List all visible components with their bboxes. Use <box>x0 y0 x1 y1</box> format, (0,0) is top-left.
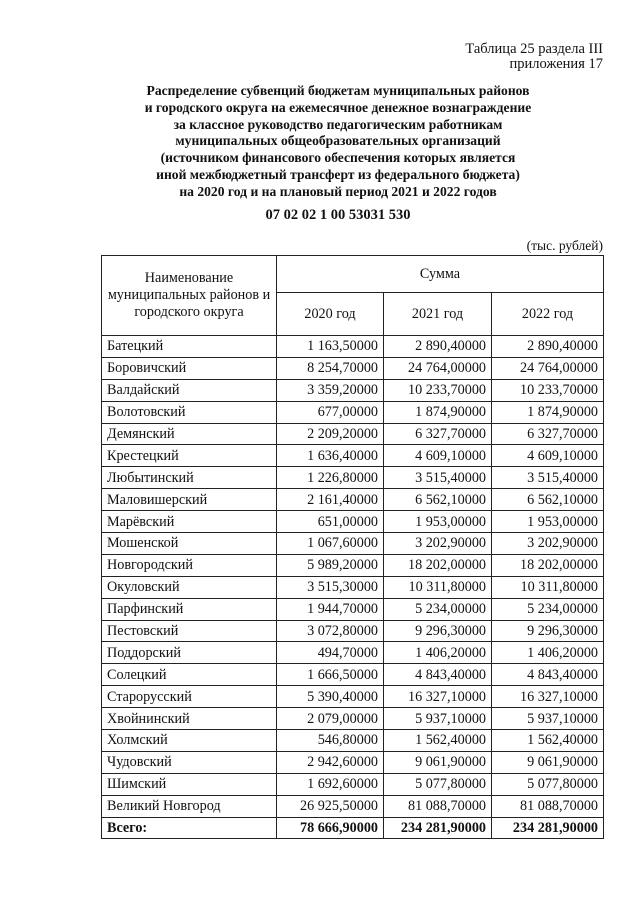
amount-cell-2021: 9 296,30000 <box>384 620 492 642</box>
amount-cell-2021: 4 843,40000 <box>384 664 492 686</box>
amount-cell-2021: 16 327,10000 <box>384 686 492 708</box>
amount-cell-2021: 5 234,00000 <box>384 598 492 620</box>
district-name-cell: Чудовский <box>102 751 277 773</box>
amount-cell-2021: 5 077,80000 <box>384 773 492 795</box>
table-row <box>102 489 604 511</box>
amount-cell-2020: 2 079,00000 <box>277 708 384 730</box>
column-header-2022: 2022 год <box>492 293 604 336</box>
amount-cell-2021: 10 311,80000 <box>384 576 492 598</box>
district-name-cell: Шимский <box>102 773 277 795</box>
amount-cell-2020: 1 636,40000 <box>277 445 384 467</box>
table-row <box>102 686 604 708</box>
amount-cell-2022: 1 953,00000 <box>492 511 604 533</box>
table-row <box>102 620 604 642</box>
table-row <box>102 576 604 598</box>
title-line: на 2020 год и на плановый период 2021 и 2022 годов <box>179 183 497 199</box>
amount-cell-2022: 5 234,00000 <box>492 598 604 620</box>
amount-cell-2020: 78 666,90000 <box>277 817 384 839</box>
amount-cell-2022: 3 202,90000 <box>492 533 604 555</box>
amount-cell-2022: 81 088,70000 <box>492 795 604 817</box>
amount-cell-2022: 2 890,40000 <box>492 336 604 358</box>
table-row <box>102 423 604 445</box>
table-reference-line-2: приложения 17 <box>509 56 603 72</box>
table-reference <box>465 42 603 72</box>
amount-cell-2021: 5 937,10000 <box>384 708 492 730</box>
amount-cell-2021: 81 088,70000 <box>384 795 492 817</box>
table-row <box>102 598 604 620</box>
amount-cell-2021: 1 953,00000 <box>384 511 492 533</box>
amount-cell-2022: 1 406,20000 <box>492 642 604 664</box>
table-row <box>102 708 604 730</box>
amount-cell-2022: 1 874,90000 <box>492 401 604 423</box>
amount-cell-2020: 2 942,60000 <box>277 751 384 773</box>
amount-cell-2020: 494,70000 <box>277 642 384 664</box>
amount-cell-2022: 4 843,40000 <box>492 664 604 686</box>
document-title <box>60 83 616 201</box>
amount-cell-2020: 1 163,50000 <box>277 336 384 358</box>
table-row <box>102 401 604 423</box>
amount-cell-2021: 4 609,10000 <box>384 445 492 467</box>
amount-cell-2022: 234 281,90000 <box>492 817 604 839</box>
amount-cell-2022: 4 609,10000 <box>492 445 604 467</box>
amount-cell-2020: 2 161,40000 <box>277 489 384 511</box>
amount-cell-2022: 10 311,80000 <box>492 576 604 598</box>
amount-cell-2021: 1 406,20000 <box>384 642 492 664</box>
amount-cell-2021: 6 327,70000 <box>384 423 492 445</box>
amount-cell-2020: 5 390,40000 <box>277 686 384 708</box>
table-row <box>102 554 604 576</box>
district-name-cell: Пестовский <box>102 620 277 642</box>
title-line: Распределение субвенций бюджетам муниципальных районов <box>146 83 530 98</box>
amount-cell-2021: 234 281,90000 <box>384 817 492 839</box>
subventions-table <box>101 255 604 839</box>
amount-cell-2020: 3 359,20000 <box>277 379 384 401</box>
table-reference-line-1: Таблица 25 раздела III <box>465 41 603 57</box>
amount-cell-2022: 10 233,70000 <box>492 379 604 401</box>
table-row <box>102 730 604 752</box>
amount-cell-2020: 1 944,70000 <box>277 598 384 620</box>
district-name-cell: Холмский <box>102 730 277 752</box>
amount-cell-2020: 26 925,50000 <box>277 795 384 817</box>
amount-cell-2020: 546,80000 <box>277 730 384 752</box>
amount-cell-2022: 1 562,40000 <box>492 730 604 752</box>
title-line: муниципальных общеобразовательных организаций <box>175 133 501 149</box>
amount-cell-2020: 651,00000 <box>277 511 384 533</box>
column-header-name: Наименование муниципальных районов и городского округа <box>102 256 277 336</box>
amount-cell-2021: 18 202,00000 <box>384 554 492 576</box>
amount-cell-2022: 9 296,30000 <box>492 620 604 642</box>
table-row <box>102 379 604 401</box>
district-name-cell: Любытинский <box>102 467 277 489</box>
district-name-cell: Окуловский <box>102 576 277 598</box>
table-body <box>102 336 604 839</box>
column-header-2021: 2021 год <box>384 293 492 336</box>
title-line: (источником финансового обеспечения которых является <box>160 150 516 166</box>
amount-cell-2020: 1 067,60000 <box>277 533 384 555</box>
amount-cell-2021: 10 233,70000 <box>384 379 492 401</box>
amount-cell-2020: 3 515,30000 <box>277 576 384 598</box>
amount-cell-2022: 18 202,00000 <box>492 554 604 576</box>
table-row <box>102 751 604 773</box>
title-line: иной межбюджетный трансферт из федерального бюджета) <box>156 166 520 182</box>
amount-cell-2022: 5 077,80000 <box>492 773 604 795</box>
district-name-cell: Парфинский <box>102 598 277 620</box>
column-header-sum: Сумма <box>277 256 604 293</box>
district-name-cell: Старорусский <box>102 686 277 708</box>
table-row <box>102 336 604 358</box>
district-name-cell: Мошенской <box>102 533 277 555</box>
budget-code: 07 02 02 1 00 53031 530 <box>265 207 411 223</box>
district-name-cell: Марёвский <box>102 511 277 533</box>
title-line: и городского округа на ежемесячное денежное вознаграждение <box>144 99 532 115</box>
amount-cell-2021: 9 061,90000 <box>384 751 492 773</box>
amount-cell-2021: 6 562,10000 <box>384 489 492 511</box>
amount-cell-2021: 1 562,40000 <box>384 730 492 752</box>
amount-cell-2020: 8 254,70000 <box>277 357 384 379</box>
amount-cell-2022: 9 061,90000 <box>492 751 604 773</box>
column-header-2020: 2020 год <box>277 293 384 336</box>
table-row <box>102 357 604 379</box>
amount-cell-2021: 3 202,90000 <box>384 533 492 555</box>
district-name-cell: Хвойнинский <box>102 708 277 730</box>
amount-cell-2022: 6 562,10000 <box>492 489 604 511</box>
amount-cell-2021: 24 764,00000 <box>384 357 492 379</box>
district-name-cell: Демянский <box>102 423 277 445</box>
district-name-cell: Батецкий <box>102 336 277 358</box>
amount-cell-2022: 24 764,00000 <box>492 357 604 379</box>
district-name-cell: Солецкий <box>102 664 277 686</box>
amount-cell-2020: 1 666,50000 <box>277 664 384 686</box>
district-name-cell: Боровичский <box>102 357 277 379</box>
table-row <box>102 664 604 686</box>
table-row <box>102 467 604 489</box>
table-row <box>102 773 604 795</box>
amount-cell-2022: 5 937,10000 <box>492 708 604 730</box>
total-row <box>102 817 604 839</box>
district-name-cell: Крестецкий <box>102 445 277 467</box>
district-name-cell: Всего: <box>102 817 277 839</box>
title-line: за классное руководство педагогическим работникам <box>173 116 503 132</box>
amount-cell-2021: 3 515,40000 <box>384 467 492 489</box>
amount-cell-2022: 16 327,10000 <box>492 686 604 708</box>
table-row <box>102 642 604 664</box>
district-name-cell: Волотовский <box>102 401 277 423</box>
amount-cell-2020: 3 072,80000 <box>277 620 384 642</box>
district-name-cell: Великий Новгород <box>102 795 277 817</box>
district-name-cell: Поддорский <box>102 642 277 664</box>
amount-cell-2020: 1 226,80000 <box>277 467 384 489</box>
table-row <box>102 795 604 817</box>
amount-cell-2022: 3 515,40000 <box>492 467 604 489</box>
table-row <box>102 511 604 533</box>
amount-cell-2020: 2 209,20000 <box>277 423 384 445</box>
amount-cell-2020: 1 692,60000 <box>277 773 384 795</box>
district-name-cell: Новгородский <box>102 554 277 576</box>
district-name-cell: Маловишерский <box>102 489 277 511</box>
amount-cell-2020: 5 989,20000 <box>277 554 384 576</box>
district-name-cell: Валдайский <box>102 379 277 401</box>
amount-cell-2021: 2 890,40000 <box>384 336 492 358</box>
table-row <box>102 445 604 467</box>
units-label: (тыс. рублей) <box>526 238 603 253</box>
amount-cell-2020: 677,00000 <box>277 401 384 423</box>
amount-cell-2021: 1 874,90000 <box>384 401 492 423</box>
amount-cell-2022: 6 327,70000 <box>492 423 604 445</box>
table-row <box>102 533 604 555</box>
